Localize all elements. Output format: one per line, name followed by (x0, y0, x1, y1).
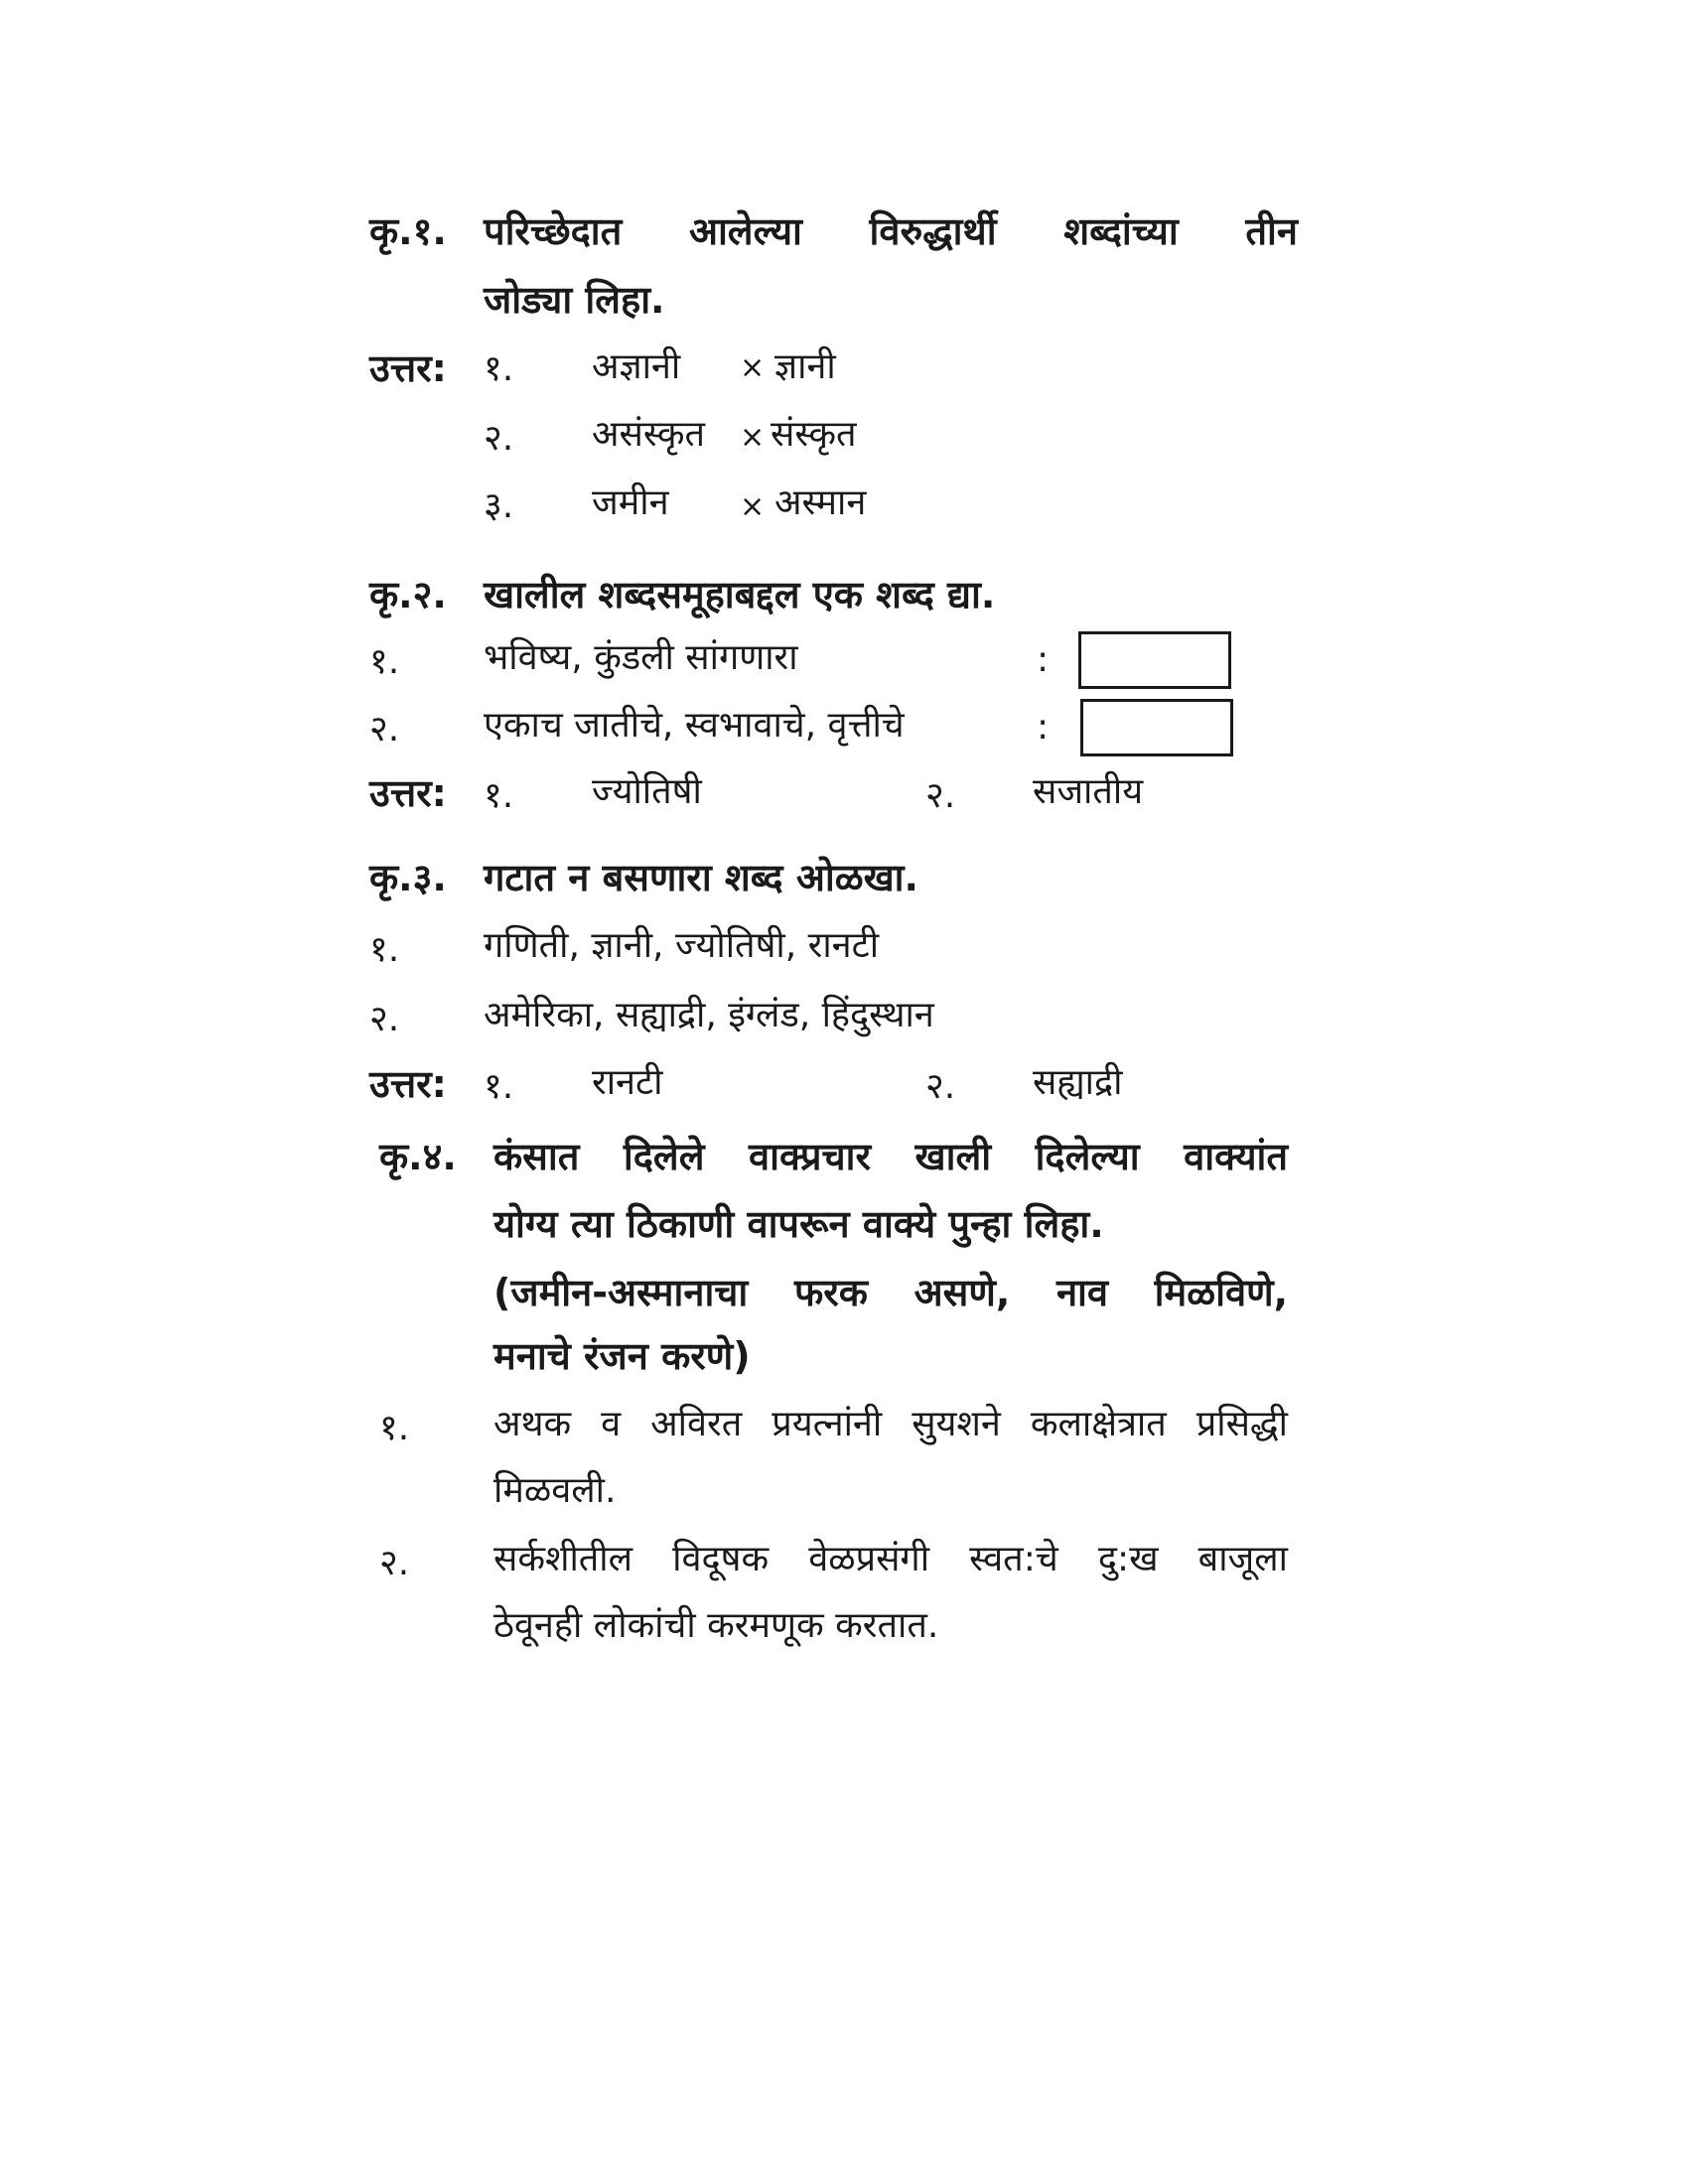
q3-answer-1-text: रानटी (592, 1062, 663, 1103)
q4-question-line1: कंसात दिलेले वाक्प्रचार खाली दिलेल्या वाक्यांत (493, 1135, 1288, 1178)
q2-item-1-text: भविष्य, कुंडली सांगणारा (484, 637, 798, 678)
q1-pair-3-word: जमीन (592, 482, 669, 523)
q2-item-2-number: २. (369, 709, 400, 750)
q1-answer-label: उत्तर: (369, 346, 447, 390)
q2-label: कृ.२. (369, 573, 447, 616)
q2-question: खालील शब्दसमूहाबद्दल एक शब्द द्या. (484, 573, 996, 616)
q1-question-line1: परिच्छेदात आलेल्या विरुद्धार्थी शब्दांच्या तीन (484, 209, 1298, 253)
q3-label: कृ.३. (369, 856, 447, 899)
q1-pair-2-cross: × (740, 420, 766, 455)
q4-idioms-line1: (जमीन-अस्मानाचा फरक असणे, नाव मिळविणे, (493, 1271, 1288, 1314)
q1-pair-2-number: २. (484, 418, 514, 459)
q1-label: कृ.१. (369, 209, 447, 253)
q4-item-1-number: १. (379, 1408, 410, 1448)
q2-item-2-colon: : (1037, 707, 1050, 748)
q1-pair-1-word: अज्ञानी (592, 346, 681, 387)
q1-pair-1-opposite: ज्ञानी (774, 346, 836, 387)
q4-item-2-line1: सर्कशीतील विदूषक वेळप्रसंगी स्वत:चे दु:ख बाजूला (493, 1539, 1288, 1579)
q4-question-line2: योग्य त्या ठिकाणी वापरून वाक्ये पुन्हा लिहा. (493, 1202, 1104, 1246)
q2-answer-box-1 (1078, 631, 1231, 689)
q3-answer-2-text: सह्याद्री (1033, 1062, 1123, 1103)
q4-item-1-line1: अथक व अविरत प्रयत्नांनी सुयशने कलाक्षेत्रात प्रसिद्धी (493, 1404, 1288, 1444)
q1-pair-3-cross: × (740, 489, 766, 524)
q3-question: गटात न बसणारा शब्द ओळखा. (484, 856, 918, 899)
q1-pair-2-word: असंस्कृत (592, 414, 706, 455)
q3-answer-1-number: १. (484, 1066, 514, 1107)
q4-label: कृ.४. (379, 1135, 457, 1178)
q1-pair-2-opposite: संस्कृत (771, 414, 857, 455)
q3-item-2-text: अमेरिका, सह्याद्री, इंग्लंड, हिंदुस्थान (484, 995, 934, 1035)
q2-answer-box-2 (1080, 699, 1233, 756)
q4-idioms-line2: मनाचे रंजन करणे) (493, 1334, 751, 1378)
q1-pair-3-opposite: अस्मान (774, 482, 867, 523)
q3-item-1-number: १. (369, 929, 400, 970)
q4-item-2-line2: ठेवूनही लोकांची करमणूक करतात. (493, 1605, 939, 1646)
q2-answer-2-text: सजातीय (1033, 771, 1144, 812)
q2-item-2-text: एकाच जातीचे, स्वभावाचे, वृत्तीचे (484, 705, 905, 746)
q2-answer-1-text: ज्योतिषी (592, 771, 702, 812)
q3-answer-2-number: २. (925, 1066, 956, 1107)
q1-pair-1-number: १. (484, 348, 514, 389)
q3-item-2-number: २. (369, 999, 400, 1039)
q2-item-1-colon: : (1037, 639, 1050, 680)
q1-pair-3-number: ३. (484, 485, 514, 526)
q3-item-1-text: गणिती, ज्ञानी, ज्योतिषी, रानटी (484, 925, 880, 966)
q3-answer-label: उत्तर: (369, 1062, 447, 1106)
q4-item-2-number: २. (379, 1543, 410, 1583)
q1-pair-1-cross: × (740, 350, 766, 385)
q2-item-1-number: १. (369, 641, 400, 682)
q4-item-1-line2: मिळवली. (493, 1470, 617, 1511)
q2-answer-1-number: १. (484, 775, 514, 816)
q1-question-line2: जोड्या लिहा. (484, 278, 665, 322)
q2-answer-label: उत्तर: (369, 771, 447, 815)
q2-answer-2-number: २. (925, 775, 956, 816)
